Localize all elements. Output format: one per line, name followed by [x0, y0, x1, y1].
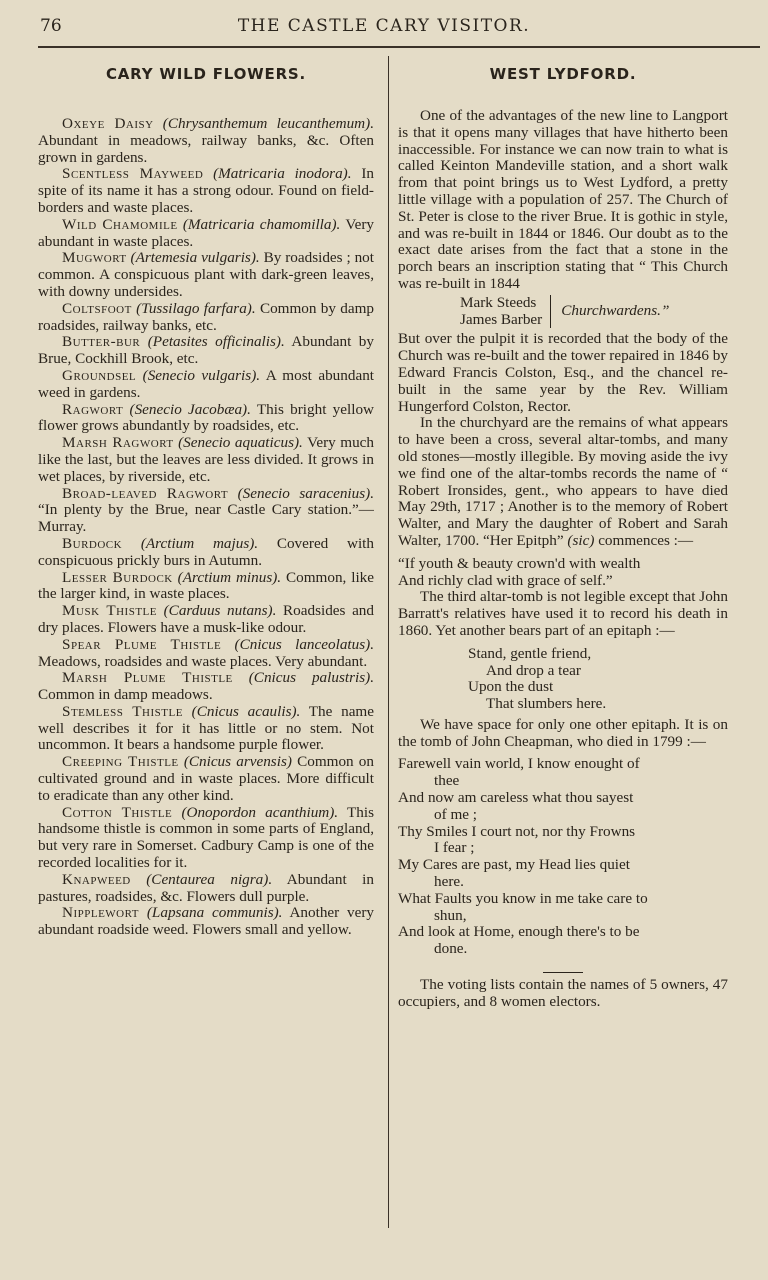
- quote-line: “If youth & beauty crown'd with wealth: [398, 554, 641, 572]
- running-header: [0, 12, 768, 42]
- quote-line: And richly clad with grace of self.”: [398, 571, 613, 589]
- flower-latin-name: (Carduus nutans).: [163, 602, 277, 620]
- flower-description: Common, like the larger kind, in waste places.: [38, 568, 374, 603]
- flower-latin-name: (Cnicus palustris).: [248, 669, 374, 687]
- epitaph-line-continuation: done.: [434, 940, 468, 958]
- flower-latin-name: (Arctium majus).: [140, 534, 259, 552]
- poem-line: Stand, gentle friend,: [468, 644, 592, 662]
- flower-latin-name: (Centaurea nigra).: [146, 870, 273, 888]
- flower-description: A most abundant weed in gardens.: [38, 366, 374, 401]
- epitaph-line: Thy Smiles I court not, nor thy Frowns: [398, 822, 636, 840]
- epitaph-line-continuation: I fear ;: [434, 839, 475, 857]
- flower-entry: [38, 334, 374, 368]
- epitaph-line: What Faults you know in me take care to: [398, 889, 648, 907]
- paragraph-text: commences :—: [594, 531, 694, 549]
- poem-line: Upon the dust: [468, 678, 554, 696]
- paragraph: One of the advantages of the new line to Langport is that it opens many villages that have hitherto been inaccessible. For instance we can now train to what is called Keinton Mandeville station, and a short walk from that point brings us to West Lydford, a pretty little village with a population of 257. The Church of St. Peter is close to the river Brue. It is gothic in style, and was re-built in 1844 or 1846. Our doubt as to the exact date arises from the fact that a stone in the porch bears an inscription stating that “ This Church was re-built in 1844: [398, 107, 728, 292]
- flower-latin-name: (Cnicus arvensis): [183, 753, 292, 771]
- paragraph: [398, 415, 728, 549]
- epitaph-line-continuation: thee: [434, 772, 460, 790]
- signature-name: Mark Steeds: [460, 293, 537, 311]
- flower-name: Broad-leaved Ragwort: [62, 484, 229, 502]
- signature-block: [460, 295, 728, 329]
- epitaph-line-continuation: here.: [434, 873, 464, 891]
- flower-latin-name: (Cnicus acaulis).: [191, 702, 301, 720]
- flower-description: Another very abundant roadside weed. Flowers small and yellow.: [38, 904, 374, 939]
- epitaph-line: Farewell vain world, I know enought of: [398, 755, 640, 773]
- flower-name: Nipplewort: [62, 904, 140, 922]
- flower-entry: [38, 166, 374, 216]
- flower-description: This handsome thistle is common in some parts of England, but very rare in Somerset. Cadbury Camp is one of the recorded localities for it.: [38, 803, 374, 872]
- flower-description: Common in damp meadows.: [38, 686, 213, 704]
- flower-entry: [38, 570, 374, 604]
- flower-latin-name: (Senecio vulgaris).: [142, 366, 261, 384]
- section-divider: [543, 972, 583, 973]
- flower-description: Very abundant in waste places.: [38, 215, 374, 250]
- flower-entry: [38, 704, 374, 754]
- flower-name: Marsh Ragwort: [62, 434, 174, 452]
- epitaph-line-continuation: shun,: [434, 906, 467, 924]
- section-title-west-lydford: WEST LYDFORD.: [489, 65, 637, 83]
- cheapman-epitaph: [398, 756, 728, 958]
- flower-name: Creeping Thistle: [62, 753, 179, 771]
- flower-list: [38, 116, 374, 939]
- flower-description: Common by damp roadsides, railway banks, etc.: [38, 299, 374, 334]
- flower-latin-name: (Cnicus lanceolatus).: [234, 635, 374, 653]
- flower-description: Abundant in meadows, railway banks, &c. Often grown in gardens.: [38, 131, 374, 166]
- flower-entry: [38, 116, 374, 166]
- flower-name: Knapweed: [62, 870, 131, 888]
- flower-description: Covered with conspicuous prickly burs in Autumn.: [38, 534, 374, 569]
- flower-description: In spite of its name it has a strong odour. Found on field-borders and waste places.: [38, 165, 374, 216]
- flower-entry: [38, 402, 374, 436]
- flower-name: Ragwort: [62, 400, 124, 418]
- flower-description: Roadsides and dry places. Flowers have a musk-like odour.: [38, 602, 374, 636]
- flower-latin-name: (Matricaria inodora).: [213, 165, 352, 183]
- page-number: 76: [40, 16, 62, 36]
- signature-names: [460, 295, 551, 329]
- flower-latin-name: (Senecio aquaticus).: [178, 434, 303, 452]
- epitaph-line-continuation: of me ;: [434, 805, 478, 823]
- flower-latin-name: (Senecio saracenius).: [237, 484, 374, 502]
- column-divider: [388, 56, 389, 1228]
- flower-description: By roadsides ; not common. A conspicuous plant with dark-green leaves, with downy undersides.: [38, 249, 374, 300]
- flower-entry: [38, 905, 374, 939]
- paragraph: The third altar-tomb is not legible except that John Barratt's relatives have used it to record his death in 1860. Yet another bears part of an epitaph :—: [398, 588, 728, 639]
- flower-entry: [38, 486, 374, 536]
- flower-entry: [38, 250, 374, 300]
- sic-note: (sic): [567, 531, 595, 549]
- flower-description: Abundant by Brue, Cockhill Brook, etc.: [38, 333, 374, 368]
- flower-entry: [38, 603, 374, 637]
- flower-entry: [38, 670, 374, 704]
- flower-entry: [38, 637, 374, 671]
- flower-latin-name: (Lapsana communis).: [146, 904, 283, 922]
- flower-name: Marsh Plume Thistle: [62, 669, 233, 687]
- epitaph-line: My Cares are past, my Head lies quiet: [398, 856, 630, 874]
- flower-entry: [38, 872, 374, 906]
- section-title-cary-wild-flowers: CARY WILD FLOWERS.: [105, 65, 307, 83]
- flower-description: Common on cultivated ground and in waste places. More difficult to eradicate than any other kind.: [38, 753, 374, 804]
- flower-name: Scentless Mayweed: [62, 165, 204, 183]
- left-column: [38, 56, 374, 1236]
- flower-name: Lesser Burdock: [62, 568, 173, 586]
- flower-entry: [38, 301, 374, 335]
- poem-line: That slumbers here.: [486, 695, 607, 713]
- flower-name: Burdock: [62, 534, 123, 552]
- flower-description: “In plenty by the Brue, near Castle Cary station.”—Murray.: [38, 501, 374, 536]
- signature-name: James Barber: [460, 310, 543, 328]
- flower-entry: [38, 217, 374, 251]
- flower-description: Abundant in pastures, roadsides, &c. Flowers dull purple.: [38, 870, 374, 905]
- flower-name: Cotton Thistle: [62, 803, 173, 821]
- flower-name: Oxeye Daisy: [62, 115, 154, 132]
- flower-entry: [38, 435, 374, 485]
- header-rule: [38, 46, 760, 48]
- epitaph-line: And look at Home, enough there's to be: [398, 923, 640, 941]
- flower-latin-name: (Tussilago farfara).: [136, 299, 256, 317]
- flower-description: Very much like the last, but the leaves are less divided. It grows in wet places, by riverside, etc.: [38, 434, 374, 485]
- running-title: THE CASTLE CARY VISITOR.: [237, 16, 531, 36]
- flower-latin-name: (Onopordon acanthium).: [181, 803, 339, 821]
- flower-entry: [38, 754, 374, 804]
- flower-latin-name: (Artemesia vulgaris).: [130, 249, 260, 267]
- flower-name: Butter-bur: [62, 333, 141, 351]
- flower-latin-name: (Senecio Jacobæa).: [129, 400, 251, 418]
- poem-line: And drop a tear: [486, 661, 581, 679]
- flower-name: Groundsel: [62, 366, 137, 384]
- flower-entry: [38, 805, 374, 872]
- flower-name: Mugwort: [62, 249, 127, 267]
- flower-description: The name well describes it for it has little or no stem. Not uncommon. It bears a handsome purple flower.: [38, 702, 374, 754]
- flower-name: Stemless Thistle: [62, 702, 183, 720]
- paragraph: But over the pulpit it is recorded that the body of the Church was re-built and the tower repaired in 1846 by Edward Francis Colston, Esq., and the chancel re-built in the same year by the Rev. William Hungerford Colston, Rector.: [398, 330, 728, 415]
- paragraph: The voting lists contain the names of 5 owners, 47 occupiers, and 8 women electors.: [398, 976, 728, 1010]
- flower-name: Spear Plume Thistle: [62, 635, 222, 653]
- flower-description: This bright yellow flower grows abundantly by roadsides, etc.: [38, 400, 374, 435]
- paragraph: We have space for only one other epitaph. It is on the tomb of John Cheapman, who died in 1799 :—: [398, 715, 728, 750]
- flower-latin-name: (Matricaria chamomilla).: [182, 215, 341, 233]
- epitaph-line: And now am careless what thou sayest: [398, 789, 634, 807]
- epitaph-poem: [398, 646, 728, 713]
- right-column: [398, 56, 728, 1236]
- flower-name: Musk Thistle: [62, 602, 158, 620]
- flower-latin-name: (Arctium minus).: [177, 568, 282, 586]
- flower-name: Wild Chamomile: [62, 215, 178, 233]
- flower-description: Meadows, roadsides and waste places. Very abundant.: [38, 652, 368, 670]
- flower-entry: [38, 368, 374, 402]
- flower-latin-name: (Petasites officinalis).: [147, 333, 285, 351]
- flower-entry: [38, 536, 374, 570]
- flower-latin-name: (Chrysanthemum leucanthemum).: [162, 115, 374, 132]
- flower-name: Coltsfoot: [62, 299, 132, 317]
- paragraph-text: In the churchyard are the remains of what appears to have been a cross, several altar-tombs, and many old stones—mostly illegible. By moving aside the ivy we find one of the altar-tombs records the name of “ Robert Ironsides, gent., who appears to have died May 29th, 1717 ; Another is to the memory of Robert Walter, and Mary the daughter of Robert and Sarah Walter, 1700. “Her Epitph”: [398, 414, 728, 549]
- quotation: [398, 556, 728, 590]
- signature-role: Churchwardens.”: [561, 302, 670, 320]
